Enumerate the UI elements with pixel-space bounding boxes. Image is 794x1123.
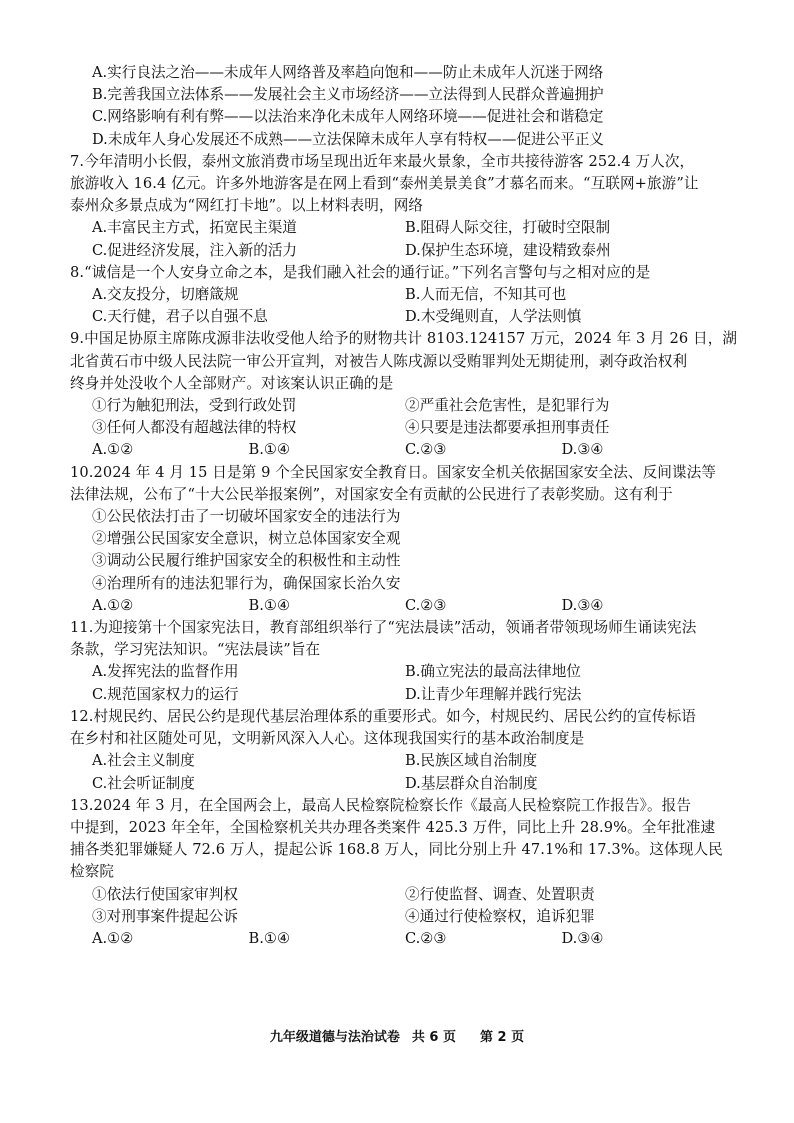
q9-statement-3: ③任何人都没有超越法律的特权 (92, 419, 297, 437)
q13-stem-line-1: 13.2024 年 3 月，在全国两会上，最高人民检察院检察长作《最高人民检察院工作报告》。报告 (70, 796, 692, 814)
q10-statement-4: ④治理所有的违法犯罪行为，确保国家长治久安 (92, 574, 401, 592)
q11-option-a: A.发挥宪法的监督作用 (92, 663, 239, 681)
question-9 (70, 328, 738, 461)
q10-option-b: B.①④ (248, 596, 291, 614)
q12-options-row-1 (92, 750, 718, 772)
q7-stem-line-3: 泰州众多景点成为“网红打卡地”。以上材料表明，网络 (70, 197, 424, 215)
q13-stem-line-2: 中提到，2023 年全年，全国检察机关共办理各类案件 425.3 万件，同比上升 28.9%。全年批准逮 (70, 818, 716, 836)
question-7 (70, 151, 718, 262)
q10-statement-2: ②增强公民国家安全意识，树立总体国家安全观 (92, 530, 401, 548)
q13-option-b: B.①④ (248, 929, 291, 947)
q13-statement-1: ①依法行使国家审判权 (92, 885, 238, 903)
q8-options-row-2 (92, 306, 718, 328)
q6-option-a: A.实行良法之治——未成年人网络普及率趋向饱和——防止未成年人沉迷于网络 (92, 64, 604, 81)
q13-option-a: A.①② (92, 929, 134, 947)
q6-option-d: D.未成年人身心发展还不成熟——立法保障未成年人享有特权——促进公平正义 (92, 130, 605, 148)
page-footer (0, 1026, 794, 1045)
q9-stem-line-3: 终身并处没收个人全部财产。对该案认识正确的是 (70, 374, 394, 392)
q9-statement-2: ②严重社会危害性，是犯罪行为 (405, 397, 610, 415)
q9-option-c: C.②③ (405, 441, 447, 459)
q7-option-a: A.丰富民主方式，拓宽民主渠道 (92, 219, 297, 237)
q8-stem-line-1: 8.“诚信是一个人安身立命之本，是我们融入社会的通行证。”下列名言警句与之相对应的是 (70, 263, 651, 281)
q10-option-c: C.②③ (405, 596, 447, 614)
q11-stem-line-2: 条款，学习宪法知识。“宪法晨读”旨在 (70, 641, 321, 659)
q8-option-a: A.交友投分，切磨箴规 (92, 286, 239, 304)
q11-option-b: B.确立宪法的最高法律地位 (405, 663, 581, 681)
q9-option-a: A.①② (92, 441, 134, 459)
q12-option-c: C.社会听证制度 (92, 774, 195, 792)
q9-statement-1: ①行为触犯刑法，受到行政处罚 (92, 397, 297, 415)
q7-options-row-1 (92, 217, 718, 239)
q10-options-row (92, 595, 718, 617)
question-8 (70, 262, 718, 329)
q13-statements-row-1 (92, 884, 718, 906)
exam-page (70, 62, 738, 950)
q13-statement-4: ④通过行使检察权，追诉犯罪 (405, 907, 595, 925)
q9-option-b: B.①④ (248, 441, 291, 459)
q10-option-a: A.①② (92, 596, 134, 614)
q10-statement-1: ①公民依法打击了一切破坏国家安全的违法行为 (92, 508, 401, 526)
q9-statements-row-2 (92, 417, 718, 439)
q13-options-row (92, 928, 718, 950)
q9-statement-4: ④只要是违法都要承担刑事责任 (405, 419, 610, 437)
q11-options-row-2 (92, 684, 718, 706)
q12-option-a: A.社会主义制度 (92, 752, 195, 770)
q9-stem-line-2: 北省黄石市中级人民法院一审公开宣判，对被告人陈戌源以受贿罪判处无期徒刑，剥夺政治权利 (70, 352, 688, 370)
q11-options-row-1 (92, 661, 718, 683)
q12-stem-line-1: 12.村规民约、居民公约是现代基层治理体系的重要形式。如今，村规民约、居民公约的宣传标语 (70, 707, 696, 725)
q13-option-d: D.③④ (561, 929, 604, 947)
q13-statement-2: ②行使监督、调查、处置职责 (405, 885, 595, 903)
q11-stem-line-1: 11.为迎接第十个国家宪法日，教育部组织举行了“宪法晨读”活动，领诵者带领现场师生诵读宪法 (70, 619, 697, 637)
q9-stem-line-1: 9.中国足协原主席陈戌源非法收受他人给予的财物共计 8103.124157 万元，2024 年 3 月 26 日，湖 (70, 330, 738, 348)
q12-stem-line-2: 在乡村和社区随处可见，文明新风深入人心。这体现我国实行的基本政治制度是 (70, 730, 585, 748)
q7-option-b: B.阻碍人际交往，打破时空限制 (405, 219, 611, 237)
q8-option-d: D.木受绳则直，人学法则慎 (405, 308, 582, 326)
q12-option-d: D.基层群众自治制度 (405, 774, 538, 792)
q6-options (92, 62, 718, 151)
q6-option-b: B.完善我国立法体系——发展社会主义市场经济——立法得到人民群众普遍拥护 (92, 86, 604, 104)
q9-option-d: D.③④ (561, 441, 604, 459)
footer-exam-title: 九年级道德与法治试卷 (269, 1030, 400, 1045)
footer-total-pages: 共 6 页 (411, 1030, 456, 1045)
q13-statement-3: ③对刑事案件提起公诉 (92, 907, 238, 925)
q10-stem-line-1: 10.2024 年 4 月 15 日是第 9 个全民国家安全教育日。国家安全机关依据国家安全法、反间谍法等 (70, 463, 717, 481)
q13-option-c: C.②③ (405, 929, 447, 947)
q9-options-row (92, 439, 718, 461)
q13-statements-row-2 (92, 906, 718, 928)
q11-option-c: C.规范国家权力的运行 (92, 685, 239, 703)
q8-option-b: B.人而无信，不知其可也 (405, 286, 567, 304)
footer-page-number: 第 2 页 (480, 1030, 525, 1045)
q7-option-c: C.促进经济发展，注入新的活力 (92, 241, 298, 259)
q12-option-b: B.民族区域自治制度 (405, 752, 538, 770)
q8-options-row-1 (92, 284, 718, 306)
q13-stem-line-4: 检察院 (70, 863, 115, 881)
q8-option-c: C.天行健，君子以自强不息 (92, 308, 268, 326)
q7-options-row-2 (92, 240, 718, 262)
question-10 (70, 462, 718, 617)
question-11 (70, 617, 718, 706)
q7-stem-line-2: 旅游收入 16.4 亿元。许多外地游客是在网上看到“泰州美景美食”才慕名而来。“互联网+旅游”让 (70, 175, 699, 193)
q11-option-d: D.让青少年理解并践行宪法 (405, 685, 582, 703)
q10-stem-line-2: 法律法规，公布了“十大公民举报案例”，对国家安全有贡献的公民进行了表彰奖励。这有利于 (70, 485, 673, 503)
q10-option-d: D.③④ (561, 596, 604, 614)
q12-options-row-2 (92, 773, 718, 795)
question-13 (70, 795, 723, 950)
q7-stem-line-1: 7.今年清明小长假，泰州文旅消费市场呈现出近年来最火景象，全市共接待游客 252.4 万人次， (70, 152, 695, 170)
q6-option-c: C.网络影响有利有弊——以法治来净化未成年人网络环境——促进社会和谐稳定 (92, 108, 604, 126)
q13-stem-line-3: 捕各类犯罪嫌疑人 72.6 万人，提起公诉 168.8 万人，同比分别上升 47.1%和 17.3%。这体现人民 (70, 841, 723, 859)
q7-option-d: D.保护生态环境，建设精致泰州 (405, 241, 611, 259)
question-12 (70, 706, 718, 795)
q10-statement-3: ③调动公民履行维护国家安全的积极性和主动性 (92, 552, 401, 570)
q9-statements-row-1 (92, 395, 718, 417)
